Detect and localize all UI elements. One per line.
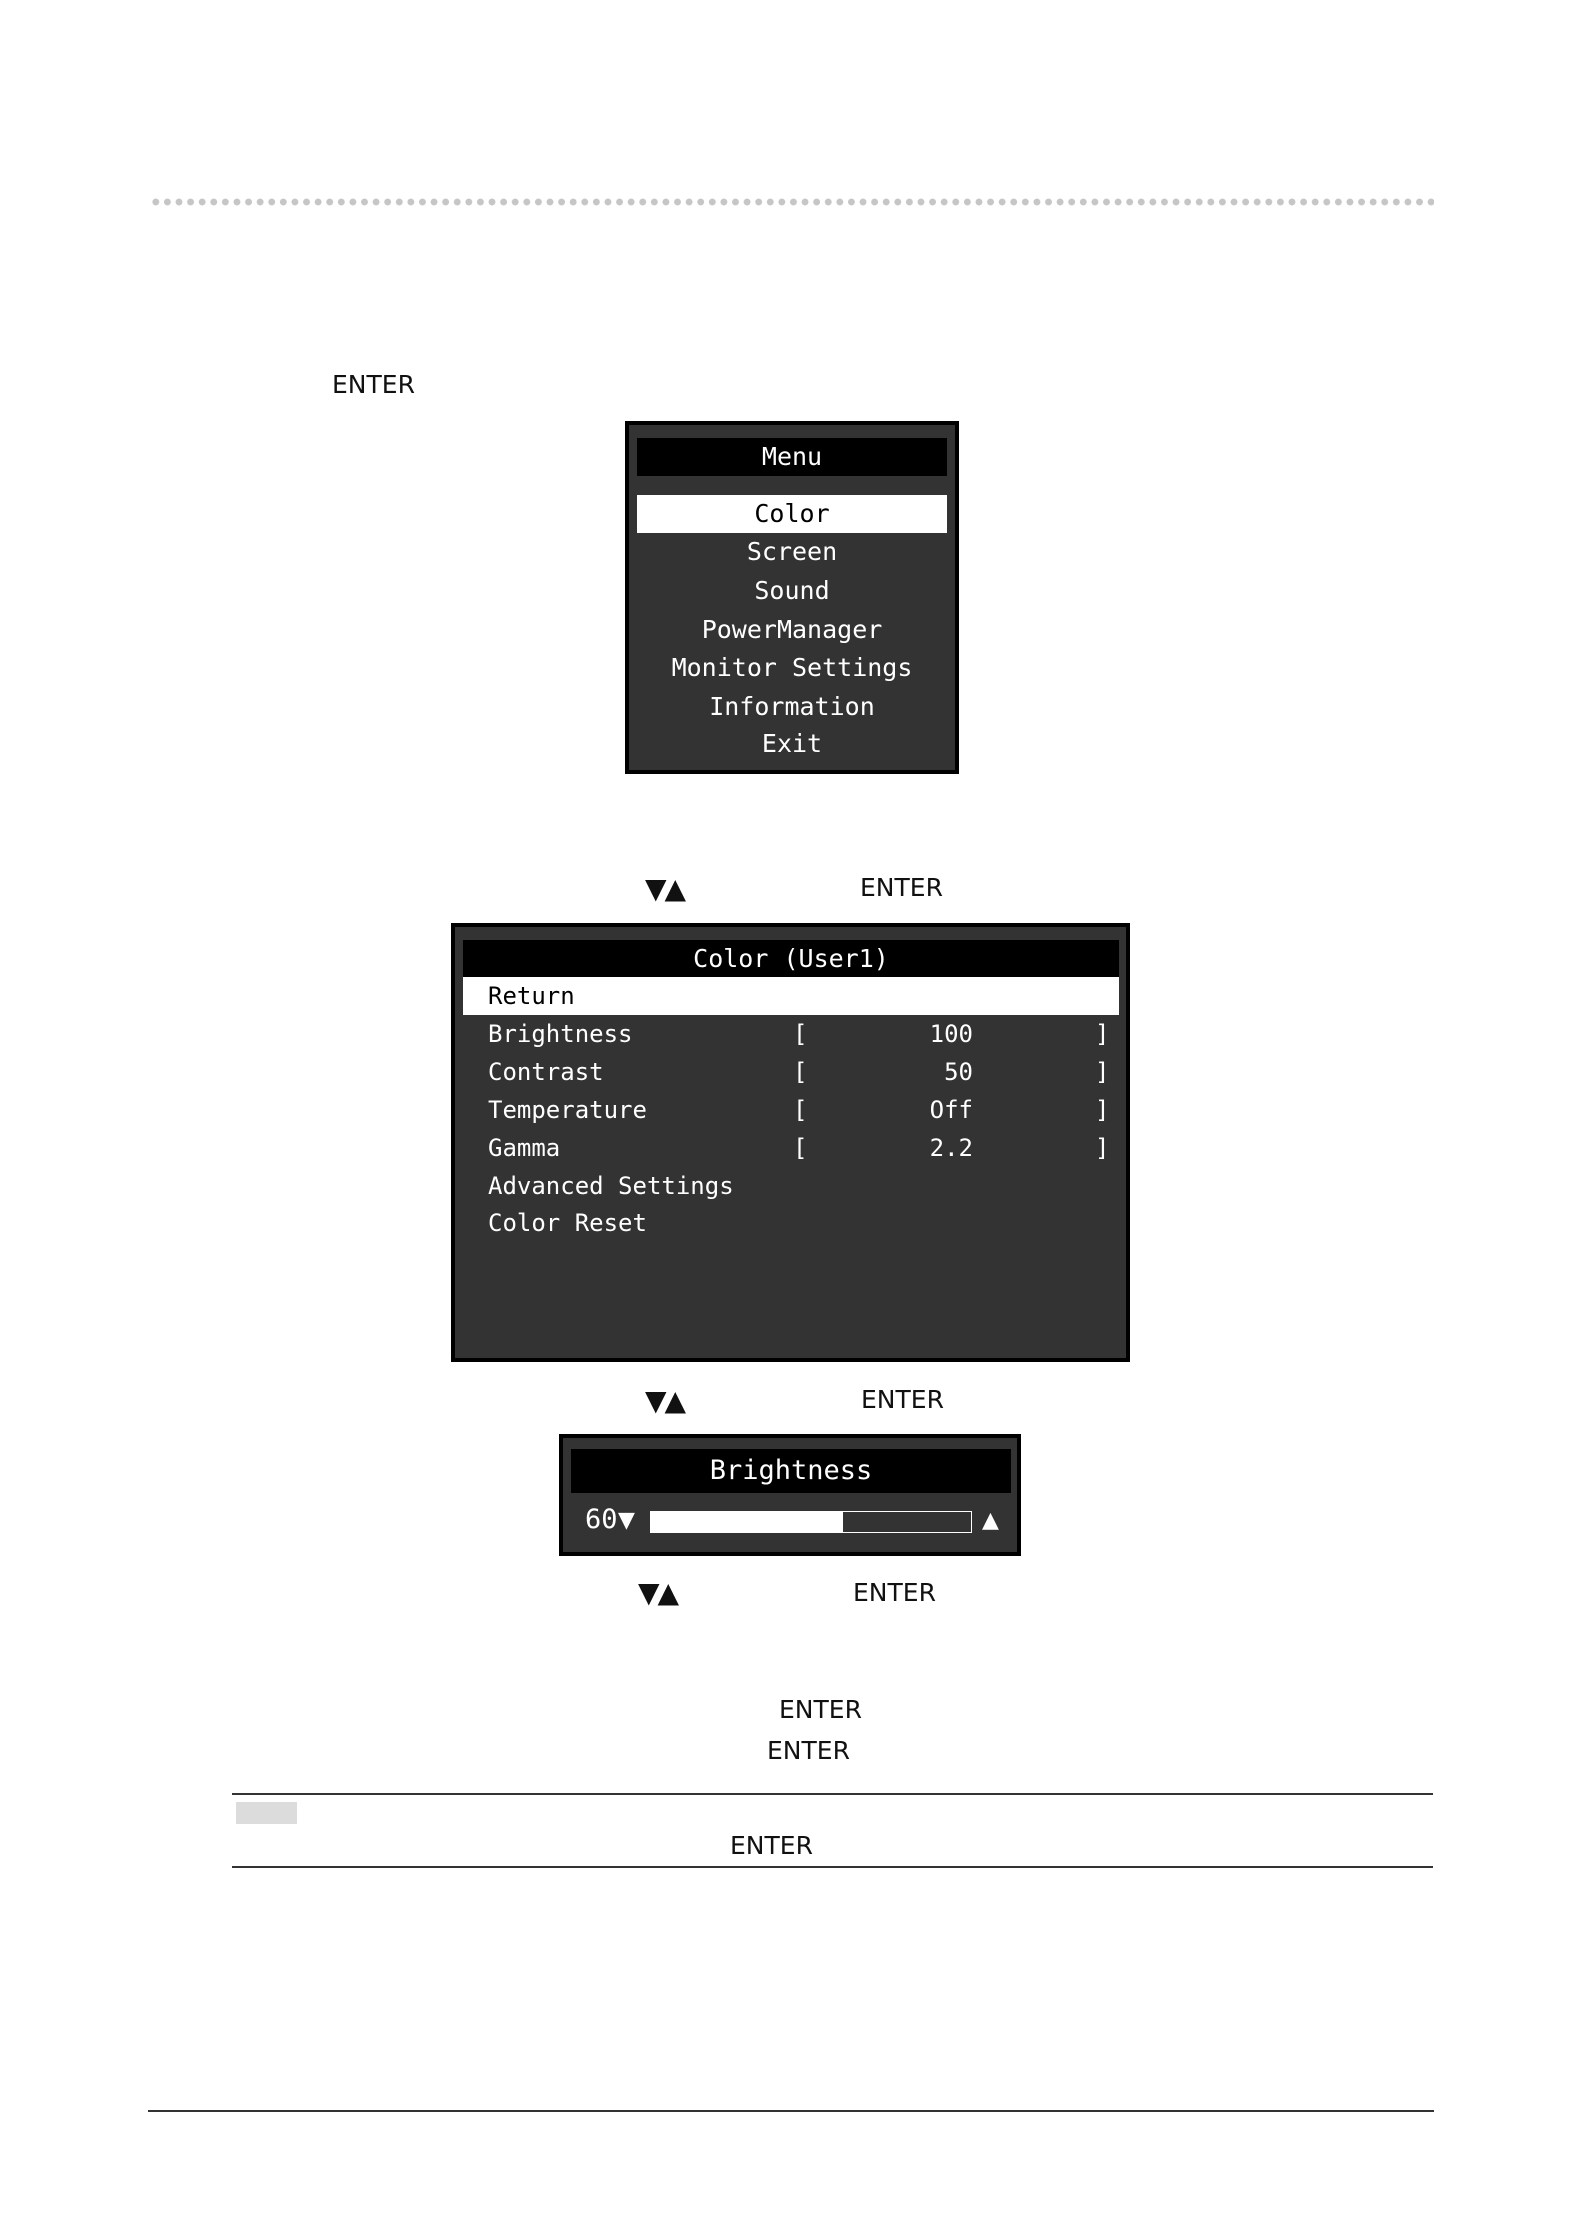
enter-key-label-step3: ENTER — [861, 1385, 944, 1414]
osd-main-menu-title: Menu — [637, 438, 947, 476]
down-up-arrows-icon: ▼▲ — [645, 1384, 685, 1417]
temperature-value: Off — [929, 1096, 973, 1124]
brightness-label: Brightness — [488, 1020, 633, 1048]
contrast-value: 50 — [944, 1058, 973, 1086]
menu-item-information[interactable]: Information — [709, 692, 875, 721]
bracket-left: [ — [793, 1020, 808, 1048]
gamma-label: Gamma — [488, 1134, 561, 1162]
menu-item-color[interactable]: Color — [637, 495, 947, 533]
bracket-left: [ — [793, 1058, 808, 1086]
note-top-rule — [232, 1793, 1433, 1795]
enter-key-label-note: ENTER — [730, 1831, 813, 1860]
bracket-right: ] — [1095, 1058, 1110, 1086]
color-menu-advanced-settings[interactable] — [463, 1167, 1119, 1205]
color-menu-brightness[interactable] — [463, 1015, 1119, 1053]
brightness-value: 100 — [929, 1020, 973, 1048]
bracket-left: [ — [793, 1096, 808, 1124]
note-bottom-rule — [232, 1866, 1433, 1868]
color-menu-contrast[interactable] — [463, 1053, 1119, 1091]
color-menu-color-reset[interactable] — [463, 1204, 1119, 1242]
footer-rule — [148, 2110, 1434, 2112]
menu-item-sound[interactable]: Sound — [754, 576, 830, 605]
color-menu-gamma[interactable] — [463, 1129, 1119, 1167]
bracket-right: ] — [1095, 1020, 1110, 1048]
brightness-slider-fill — [651, 1512, 843, 1532]
color-menu-temperature[interactable] — [463, 1091, 1119, 1129]
down-up-arrows-icon: ▼▲ — [638, 1576, 678, 1609]
bracket-left: [ — [793, 1134, 808, 1162]
osd-color-menu — [451, 923, 1130, 1362]
enter-key-label-step6: ENTER — [767, 1736, 850, 1765]
osd-color-menu-title: Color (User1) — [463, 940, 1119, 978]
temperature-label: Temperature — [488, 1096, 647, 1124]
note-badge — [236, 1802, 297, 1824]
osd-brightness-adjust — [559, 1434, 1021, 1556]
menu-item-powermanager[interactable]: PowerManager — [701, 615, 883, 644]
gamma-value: 2.2 — [929, 1134, 973, 1162]
brightness-slider-track[interactable] — [650, 1511, 972, 1533]
menu-item-exit[interactable]: Exit — [761, 729, 823, 758]
bracket-right: ] — [1095, 1134, 1110, 1162]
enter-key-label-step1: ENTER — [332, 370, 415, 399]
menu-item-monitor-settings[interactable]: Monitor Settings — [671, 653, 913, 682]
contrast-label: Contrast — [488, 1058, 604, 1086]
return-label: Return — [488, 982, 575, 1010]
bracket-right: ] — [1095, 1096, 1110, 1124]
down-up-arrows-icon: ▼▲ — [645, 872, 685, 905]
color-reset-label: Color Reset — [488, 1209, 647, 1237]
enter-key-label-step5: ENTER — [779, 1695, 862, 1724]
brightness-level-value: 60 — [585, 1504, 618, 1535]
menu-item-screen[interactable]: Screen — [746, 537, 838, 566]
color-menu-return[interactable] — [463, 977, 1119, 1015]
osd-brightness-title: Brightness — [571, 1449, 1011, 1493]
enter-key-label-step4: ENTER — [853, 1578, 936, 1607]
increase-arrow-icon[interactable]: ▲ — [982, 1508, 999, 1533]
advanced-settings-label: Advanced Settings — [488, 1172, 734, 1200]
dotted-header-rule — [150, 198, 1434, 206]
decrease-arrow-icon[interactable]: ▼ — [618, 1508, 635, 1533]
enter-key-label-step2: ENTER — [860, 873, 943, 902]
osd-main-menu — [625, 421, 959, 774]
